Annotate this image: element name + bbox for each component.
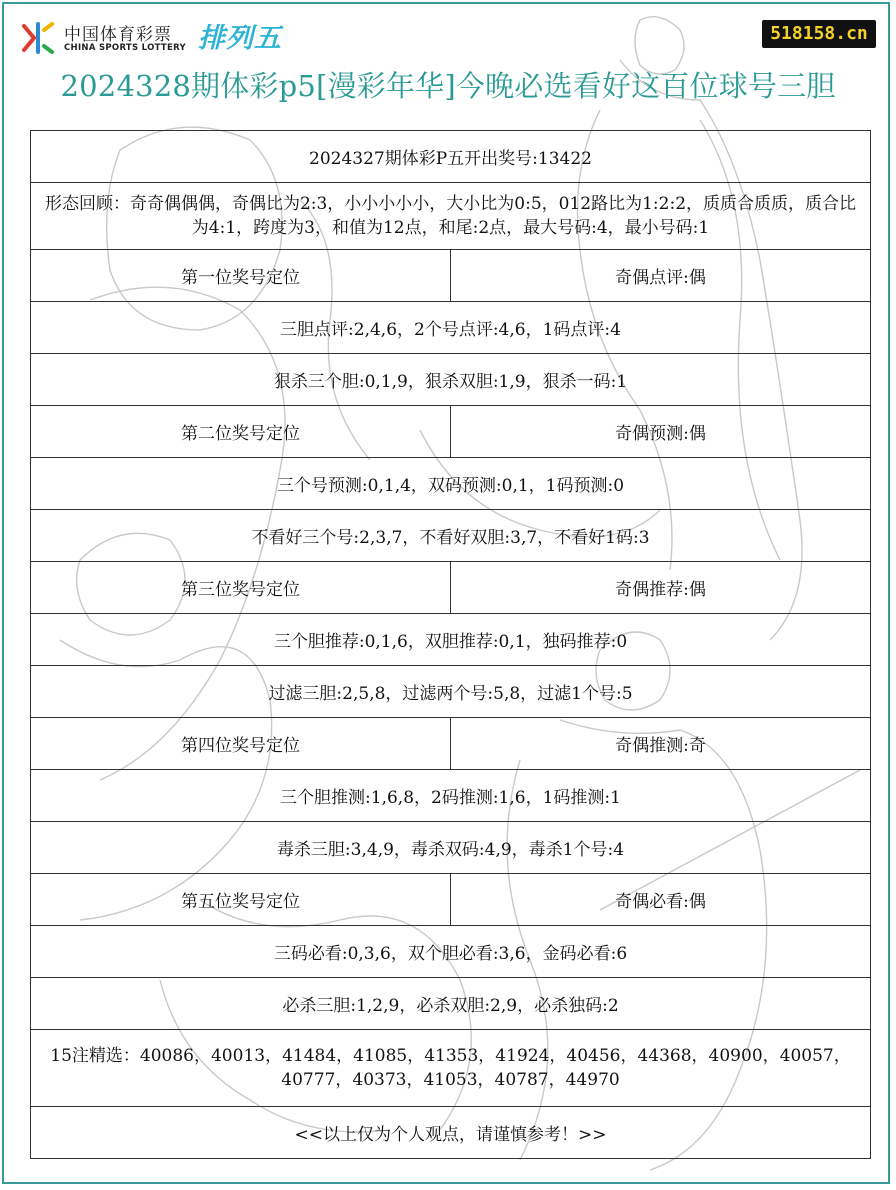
table-row — [31, 1030, 871, 1107]
position-3-line-1: 三个胆推荐:0,1,6，双胆推荐:0,1，独码推荐:0 — [31, 614, 871, 666]
position-5-odd-even: 奇偶必看:偶 — [451, 874, 871, 926]
table-row — [31, 406, 871, 458]
table-row — [31, 458, 871, 510]
position-5-line-1: 三码必看:0,3,6，双个胆必看:3,6，金码必看:6 — [31, 926, 871, 978]
position-2-line-2: 不看好三个号:2,3,7，不看好双胆:3,7，不看好1码:3 — [31, 510, 871, 562]
lottery-logo-mark-icon — [18, 20, 56, 56]
table-row — [31, 183, 871, 250]
position-4-label: 第四位奖号定位 — [31, 718, 451, 770]
position-1-line-1: 三胆点评:2,4,6，2个号点评:4,6，1码点评:4 — [31, 302, 871, 354]
table-row — [31, 131, 871, 183]
table-row — [31, 770, 871, 822]
table-row — [31, 562, 871, 614]
position-2-label: 第二位奖号定位 — [31, 406, 451, 458]
position-5-line-2: 必杀三胆:1,2,9，必杀双胆:2,9，必杀独码:2 — [31, 978, 871, 1030]
pattern-review: 形态回顾：奇奇偶偶偶，奇偶比为2:3，小小小小小，大小比为0:5，012路比为1:2:2，质质合质质，质合比为4:1，跨度为3，和值为12点，和尾:2点，最大号码:4，最小号码:1 — [31, 183, 871, 250]
table-row — [31, 874, 871, 926]
table-row — [31, 510, 871, 562]
position-4-odd-even: 奇偶推测:奇 — [451, 718, 871, 770]
position-3-label: 第三位奖号定位 — [31, 562, 451, 614]
table-row — [31, 354, 871, 406]
position-2-odd-even: 奇偶预测:偶 — [451, 406, 871, 458]
table-row — [31, 1107, 871, 1159]
table-row — [31, 978, 871, 1030]
table-row — [31, 926, 871, 978]
position-3-line-2: 过滤三胆:2,5,8，过滤两个号:5,8，过滤1个号:5 — [31, 666, 871, 718]
position-4-line-1: 三个胆推测:1,6,8，2码推测:1,6，1码推测:1 — [31, 770, 871, 822]
page-title: 2024328期体彩p5[漫彩年华]今晚必选看好这百位球号三胆 — [60, 69, 836, 103]
logo-product-name: 排列五 — [198, 23, 282, 54]
table-row — [31, 614, 871, 666]
table-row — [31, 250, 871, 302]
china-sports-lottery-logo — [18, 18, 288, 58]
position-3-odd-even: 奇偶推荐:偶 — [451, 562, 871, 614]
site-badge[interactable]: 518158.cn — [762, 20, 876, 48]
position-1-odd-even: 奇偶点评:偶 — [451, 250, 871, 302]
position-1-line-2: 狠杀三个胆:0,1,9，狠杀双胆:1,9，狠杀一码:1 — [31, 354, 871, 406]
table-row — [31, 666, 871, 718]
position-1-label: 第一位奖号定位 — [31, 250, 451, 302]
prediction-table — [30, 130, 871, 1159]
disclaimer: <<以上仅为个人观点，请谨慎参考！>> — [31, 1107, 871, 1159]
logo-english-text: CHINA SPORTS LOTTERY — [64, 43, 186, 53]
table-row — [31, 302, 871, 354]
draw-result: 2024327期体彩P五开出奖号:13422 — [31, 131, 871, 183]
logo-chinese-text: 中国体育彩票 — [64, 25, 172, 45]
table-row — [31, 718, 871, 770]
table-row — [31, 822, 871, 874]
position-5-label: 第五位奖号定位 — [31, 874, 451, 926]
selected-picks: 15注精选：40086，40013，41484，41085，41353，41924，40456，44368，40900，40057，40777，40373，41053，40787，44970 — [31, 1030, 871, 1107]
position-2-line-1: 三个号预测:0,1,4，双码预测:0,1，1码预测:0 — [31, 458, 871, 510]
position-4-line-2: 毒杀三胆:3,4,9，毒杀双码:4,9，毒杀1个号:4 — [31, 822, 871, 874]
